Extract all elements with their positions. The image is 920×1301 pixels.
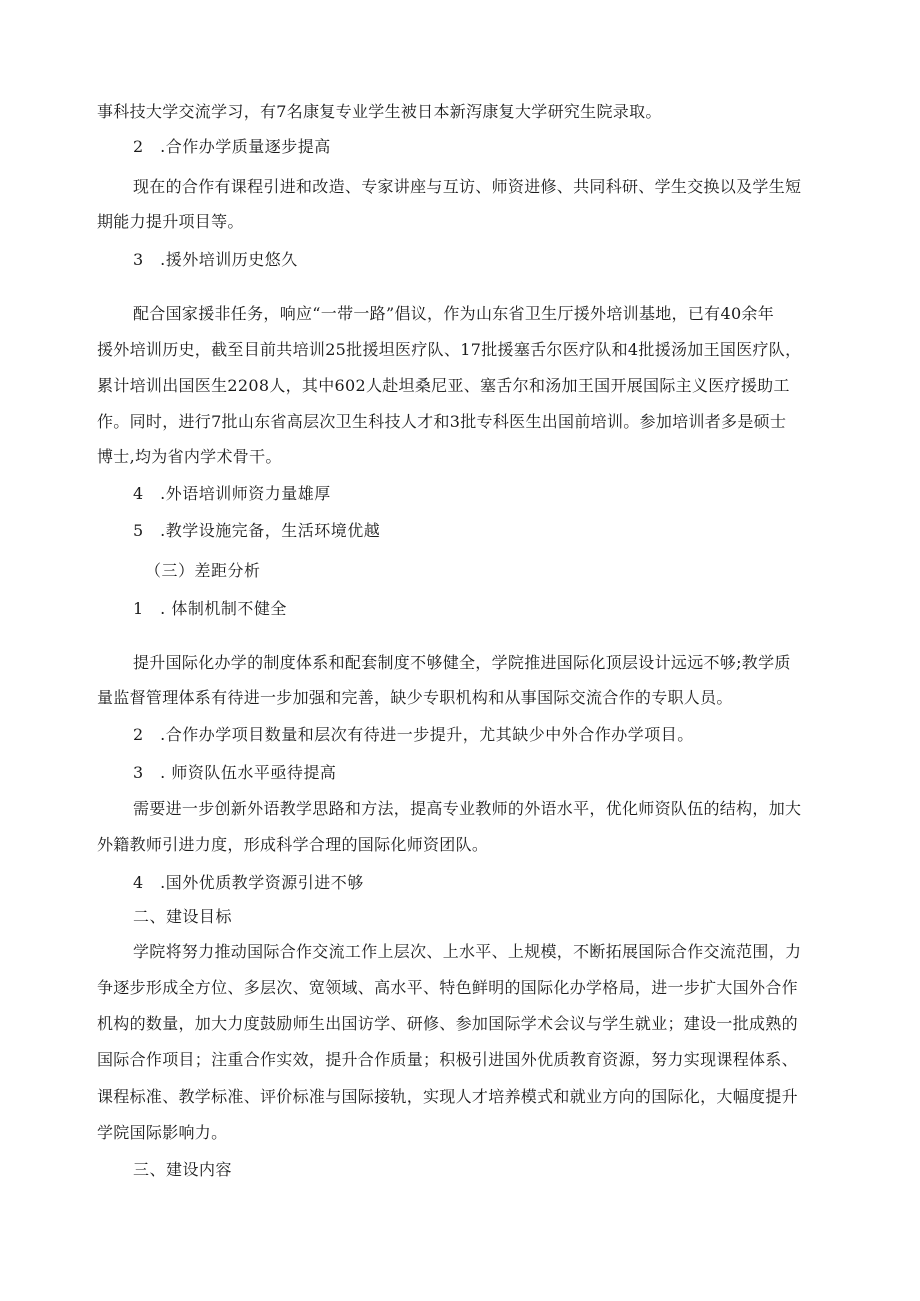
paragraph-line: 外籍教师引进力度，形成科学合理的国际化师资团队。	[97, 835, 489, 854]
paragraph-line: 国际合作项目；注重合作实效，提升合作质量；积极引进国外优质教育资源，努力实现课程体系、	[97, 1050, 798, 1069]
paragraph-line: 事科技大学交流学习，有7名康复专业学生被日本新泻康复大学研究生院录取。	[97, 102, 662, 121]
section-heading: 1 . 体制机制不健全	[133, 599, 287, 618]
section-heading: 4 .国外优质教学资源引进不够	[133, 873, 364, 892]
paragraph-line: 量监督管理体系有待进一步加强和完善，缺少专职机构和从事国际交流合作的专职人员。	[97, 688, 733, 707]
section-heading: 2 .合作办学质量逐步提高	[133, 137, 331, 156]
paragraph-line: 争逐步形成全方位、多层次、宽领域、高水平、特色鲜明的国际化办学格局，进一步扩大国外合作	[97, 978, 798, 997]
paragraph-line: 机构的数量，加大力度鼓励师生出国访学、研修、参加国际学术会议与学生就业；建设一批成熟的	[97, 1014, 798, 1033]
paragraph-line: 援外培训历史，截至目前共培训25批援坦医疗队、17批援塞舌尔医疗队和4批援汤加王国医疗队，	[97, 340, 802, 359]
paragraph-line: 课程标准、教学标准、评价标准与国际接轨，实现人才培养模式和就业方向的国际化，大幅度提升	[97, 1087, 798, 1106]
section-heading: 三、建设内容	[133, 1160, 233, 1179]
paragraph-line: 配合国家援非任务，响应“一带一路”倡议，作为山东省卫生厅援外培训基地，已有40余年	[133, 304, 775, 323]
paragraph-line: 需要进一步创新外语教学思路和方法，提高专业教师的外语水平，优化师资队伍的结构，加大	[133, 799, 802, 818]
section-heading: 二、建设目标	[133, 907, 233, 926]
paragraph-line: 累计培训出国医生2208人，其中602人赴坦桑尼亚、塞舌尔和汤加王国开展国际主义医疗援助工	[97, 376, 790, 395]
section-heading: 2 .合作办学项目数量和层次有待进一步提升，尤其缺少中外合作办学项目。	[133, 725, 694, 744]
section-heading: 5 .教学设施完备，生活环境优越	[133, 521, 381, 540]
paragraph-line: 学院将努力推动国际合作交流工作上层次、上水平、上规模，不断拓展国际合作交流范围，力	[133, 942, 802, 961]
paragraph-line: 提升国际化办学的制度体系和配套制度不够健全，学院推进国际化顶层设计远远不够;教学质	[133, 653, 791, 672]
paragraph-line: 学院国际影响力。	[97, 1123, 228, 1142]
paragraph-line: 期能力提升项目等。	[97, 212, 244, 231]
section-heading: 3 .援外培训历史悠久	[133, 250, 298, 269]
paragraph-line: 作。同时，进行7批山东省高层次卫生科技人才和3批专科医生出国前培训。参加培训者多是硕士	[97, 412, 787, 431]
paragraph-line: 博士,均为省内学术骨干。	[97, 447, 282, 466]
section-heading: 3 . 师资队伍水平亟待提高	[133, 763, 337, 782]
paragraph-line: 现在的合作有课程引进和改造、专家讲座与互访、师资进修、共同科研、学生交换以及学生短	[133, 177, 802, 196]
section-heading: 4 .外语培训师资力量雄厚	[133, 484, 331, 503]
section-heading: （三）差距分析	[145, 561, 261, 580]
